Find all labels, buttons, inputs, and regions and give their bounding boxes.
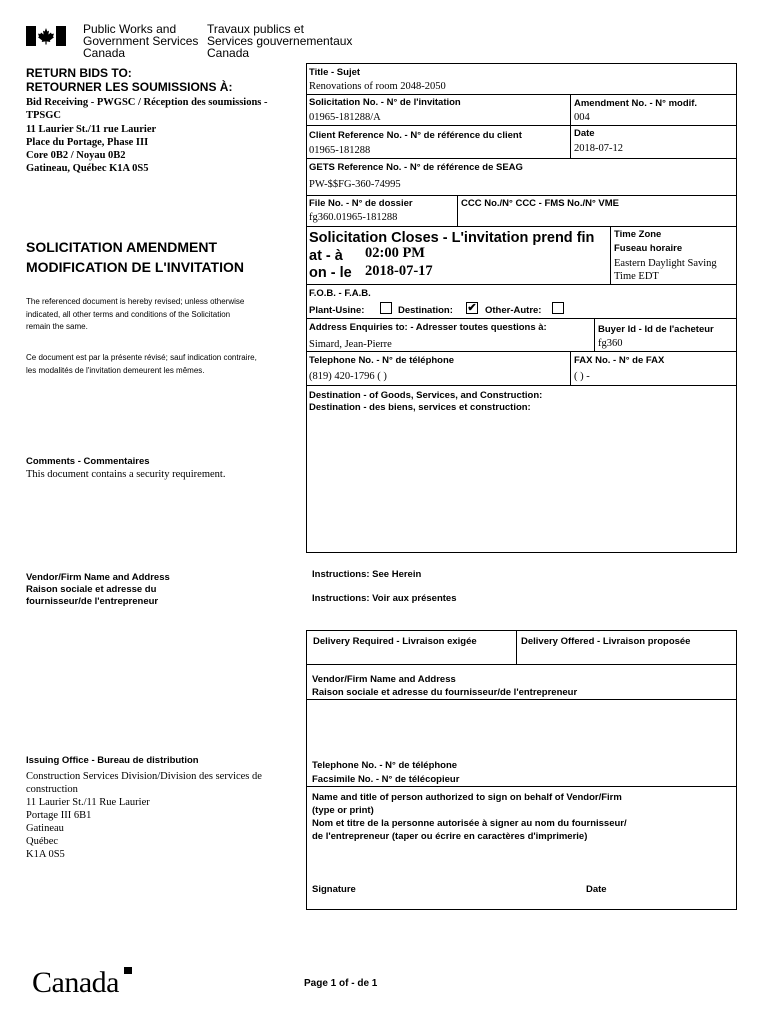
fob-label: F.O.B. - F.A.B. [309,288,371,299]
destination-checkbox[interactable]: ✔ [467,302,477,314]
department-name-fr: Travaux publics et Services gouvernementaux Canada [207,22,353,60]
amendment-note-en: The referenced document is hereby revised; unless otherwise indicated, all other terms and conditions of the Solicitation remain the same. [26,297,245,331]
other-autre-label: Other-Autre: [485,305,542,316]
department-name-en: Public Works and Government Services Canada [83,22,199,60]
time-zone-value-1: Eastern Daylight Saving [614,258,717,269]
client-reference-value: 01965-181288 [309,145,371,156]
address-enquiries-value: Simard, Jean-Pierre [309,339,392,350]
time-zone-label-fr: Fuseau horaire [614,243,683,254]
vendor-name-label-en: Vendor/Firm Name and Address [312,674,456,685]
signature-label: Signature [312,884,356,895]
closes-on-value: 2018-07-17 [365,263,433,279]
time-zone-label-en: Time Zone [614,229,662,240]
closes-on-label: on - le [309,265,352,281]
comments-text: This document contains a security requirement. [26,469,226,480]
closes-at-label: at - à [309,248,343,264]
signature-date-label: Date [586,884,607,895]
return-bids-title: RETURN BIDS TO: RETOURNER LES SOUMISSIONS À: [26,66,233,94]
delivery-offered-label: Delivery Offered - Livraison proposée [521,636,691,647]
instructions-en: Instructions: See Herein [312,569,422,580]
buyer-id-label: Buyer Id - Id de l'acheteur [598,324,714,335]
solicitation-number-label: Solicitation No. - N° de l'invitation [309,97,461,108]
return-bids-address: Bid Receiving - PWGSC / Réception des soumissions - TPSGC 11 Laurier St./11 rue Laurier Place du Portage, Phase III Core 0B2 / Noyau 0B2 Gatineau, Québec K1A 0S5 [26,97,268,175]
vendor-facsimile-label: Facsimile No. - N° de télécopieur [312,774,460,785]
destination-goods-label-en: Destination - of Goods, Services, and Construction: [309,390,543,401]
address-enquiries-label: Address Enquiries to: - Adresser toutes questions à: [309,322,547,333]
authorized-signer-label: Name and title of person authorized to sign on behalf of Vendor/Firm (type or print) Nom et titre de la personne autorisée à signer au nom du fournisseur/ de l'entrepreneur (taper ou écrire en caractères d'imprimerie) [312,792,627,842]
page-number: Page 1 of - de 1 [304,978,378,989]
issuing-office-label: Issuing Office - Bureau de distribution [26,755,199,766]
other-autre-checkbox[interactable] [552,302,564,314]
wordmark-flag-icon [124,967,132,974]
client-reference-label: Client Reference No. - N° de référence du client [309,130,522,141]
fax-label: FAX No. - N° de FAX [574,355,665,366]
amendment-number-value: 004 [574,112,590,123]
comments-label: Comments - Commentaires [26,456,150,467]
title-label: Title - Sujet [309,67,361,78]
title-value: Renovations of room 2048-2050 [309,81,446,92]
canada-flag-logo [26,26,66,46]
destination-goods-label-fr: Destination - des biens, services et construction: [309,402,531,413]
amendment-title: SOLICITATION AMENDMENT MODIFICATION DE L'INVITATION [26,239,244,275]
vendor-telephone-label: Telephone No. - N° de téléphone [312,760,458,771]
amendment-note-fr: Ce document est par la présente révisé; sauf indication contraire, les modalités de l'invitation demeurent les mêmes. [26,353,257,375]
telephone-value: (819) 420-1796 ( ) [309,371,387,382]
date-label: Date [574,128,595,139]
solicitation-closes-label: Solicitation Closes - L'invitation prend fin [309,230,595,246]
vendor-name-address-label: Vendor/Firm Name and Address Raison sociale et adresse du fournisseur/de l'entrepreneur [26,572,170,607]
plant-usine-checkbox[interactable] [380,302,392,314]
telephone-label: Telephone No. - N° de téléphone [309,355,455,366]
vendor-name-label-fr: Raison sociale et adresse du fournisseur/de l'entrepreneur [312,687,578,698]
instructions-fr: Instructions: Voir aux présentes [312,593,457,604]
destination-label: Destination: [398,305,453,316]
plant-usine-label: Plant-Usine: [309,305,365,316]
file-number-value: fg360.01965-181288 [309,212,398,223]
closes-at-value: 02:00 PM [365,245,425,261]
issuing-office-address: Construction Services Division/Division des services de construction 11 Laurier St./11 Rue Laurier Portage III 6B1 Gatineau Québec K1A 0S5 [26,771,262,860]
fax-value: ( ) - [574,371,590,382]
solicitation-number-value: 01965-181288/A [309,112,381,123]
ccc-number-label: CCC No./N° CCC - FMS No./N° VME [461,198,620,209]
gets-reference-label: GETS Reference No. - N° de référence de SEAG [309,162,523,173]
file-number-label: File No. - N° de dossier [309,198,413,209]
canada-wordmark: Canada [32,966,119,999]
date-value: 2018-07-12 [574,143,623,154]
gets-reference-value: PW-$$FG-360-74995 [309,179,401,190]
buyer-id-value: fg360 [598,338,623,349]
time-zone-value-2: Time EDT [614,271,659,282]
delivery-required-label: Delivery Required - Livraison exigée [313,636,477,647]
maple-leaf-icon [37,27,55,45]
amendment-number-label: Amendment No. - N° modif. [574,98,698,109]
